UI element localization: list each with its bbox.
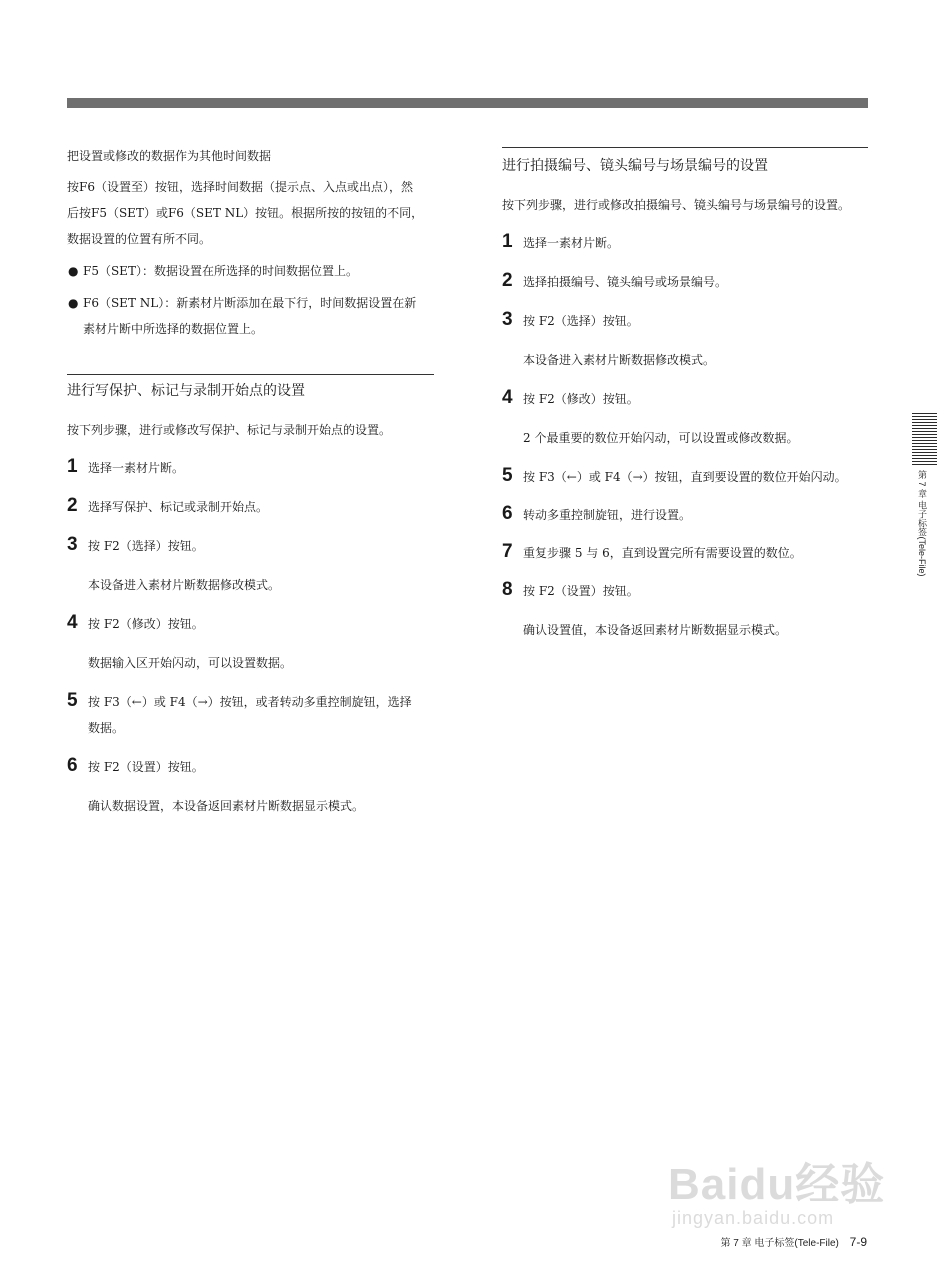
step-text: 按 F2（修改）按钮。: [88, 617, 204, 631]
section-intro: 按下列步骤，进行或修改拍摄编号、镜头编号与场景编号的设置。: [502, 198, 851, 212]
page-footer: [721, 1234, 867, 1249]
step-number: 7: [502, 541, 513, 562]
chapter-tab-label: 第 7 章 电子标签(Tele-File): [917, 470, 927, 577]
step-text: 重复步骤 5 与 6，直到设置完所有需要设置的数位。: [523, 546, 802, 560]
bullet-text: 素材片断中所选择的数据位置上。: [83, 322, 264, 336]
step-note: 数据输入区开始闪动，可以设置数据。: [88, 656, 293, 670]
step-number: 3: [67, 534, 78, 555]
page-number: 7-9: [849, 1235, 867, 1249]
left-column: [67, 146, 434, 819]
step-number: 5: [67, 690, 78, 711]
bullet-dot-icon: ●: [68, 296, 79, 310]
intro-line: 数据设置的位置有所不同。: [67, 232, 212, 246]
step-number: 4: [502, 387, 513, 408]
step-5: [502, 464, 868, 490]
intro-line: 按F6（设置至）按钮，选择时间数据（提示点、入点或出点），然: [67, 180, 413, 194]
bullet-text: F6（SET NL）：新素材片断添加在最下行，时间数据设置在新: [83, 296, 417, 310]
bullet-text: F5（SET）：数据设置在所选择的时间数据位置上。: [83, 264, 358, 278]
step-number: 2: [67, 495, 78, 516]
step-number: 8: [502, 579, 513, 600]
section-intro: 按下列步骤，进行或修改写保护、标记与录制开始点的设置。: [67, 423, 392, 437]
step-number: 6: [67, 755, 78, 776]
step-number: 1: [67, 456, 78, 477]
intro-line: 后按F5（SET）或F6（SET NL）按钮。根据所按的按钮的不同，: [67, 206, 424, 220]
watermark-url: jingyan.baidu.com: [672, 1208, 835, 1228]
step-text: 按 F2（设置）按钮。: [88, 760, 204, 774]
step-8: [502, 578, 868, 604]
step-text: 按 F3（←）或 F4（→）按钮，直到要设置的数位开始闪动。: [523, 470, 847, 484]
step-text: 按 F2（选择）按钮。: [523, 314, 639, 328]
step-number: 4: [67, 612, 78, 633]
step-4: [502, 386, 868, 412]
step-note: 本设备进入素材片断数据修改模式。: [88, 578, 281, 592]
step-text: 按 F2（设置）按钮。: [523, 584, 639, 598]
step-6: [67, 754, 434, 780]
step-number: 2: [502, 270, 513, 291]
step-number: 6: [502, 503, 513, 524]
step-text: 选择一素材片断。: [88, 461, 185, 475]
step-3: [67, 533, 434, 559]
step-text: 转动多重控制旋钮，进行设置。: [523, 508, 692, 522]
bullet-dot-icon: ●: [68, 264, 79, 278]
step-text: 选择一素材片断。: [523, 236, 620, 250]
bullet-item: [67, 258, 434, 284]
top-bar: [67, 98, 868, 108]
step-4: [67, 611, 434, 637]
step-number: 3: [502, 309, 513, 330]
step-text: 选择拍摄编号、镜头编号或场景编号。: [523, 275, 728, 289]
bullet-item: [67, 290, 434, 342]
section-title: 进行写保护、标记与录制开始点的设置: [67, 383, 305, 399]
intro-title: 把设置或修改的数据作为其他时间数据: [67, 149, 272, 163]
step-1: [502, 230, 868, 256]
section-divider: [67, 374, 434, 375]
step-text: 按 F2（选择）按钮。: [88, 539, 204, 553]
step-note: 确认设置值，本设备返回素材片断数据显示模式。: [523, 623, 788, 637]
chapter-tab-stripes: [912, 413, 937, 465]
step-2: [502, 269, 868, 295]
step-text: 数据。: [88, 721, 125, 735]
step-1: [67, 455, 434, 481]
step-text: 按 F2（修改）按钮。: [523, 392, 639, 406]
step-number: 5: [502, 465, 513, 486]
section-title: 进行拍摄编号、镜头编号与场景编号的设置: [502, 158, 768, 174]
right-column: [502, 146, 868, 643]
footer-chapter: 第 7 章 电子标签(Tele-File): [720, 1238, 839, 1249]
step-number: 1: [502, 231, 513, 252]
step-note: 本设备进入素材片断数据修改模式。: [523, 353, 716, 367]
step-text: 选择写保护、标记或录制开始点。: [88, 500, 269, 514]
section-divider: [502, 147, 868, 148]
step-text: 按 F3（←）或 F4（→）按钮，或者转动多重控制旋钮，选择: [88, 695, 412, 709]
step-7: [502, 540, 868, 566]
step-2: [67, 494, 434, 520]
step-note: 2 个最重要的数位开始闪动，可以设置或修改数据。: [523, 431, 799, 445]
baidu-watermark: [668, 1148, 888, 1238]
step-note: 确认数据设置，本设备返回素材片断数据显示模式。: [88, 799, 365, 813]
watermark-logo: Baidu经验: [668, 1160, 886, 1209]
step-3: [502, 308, 868, 334]
step-5: [67, 689, 434, 741]
step-6: [502, 502, 868, 528]
